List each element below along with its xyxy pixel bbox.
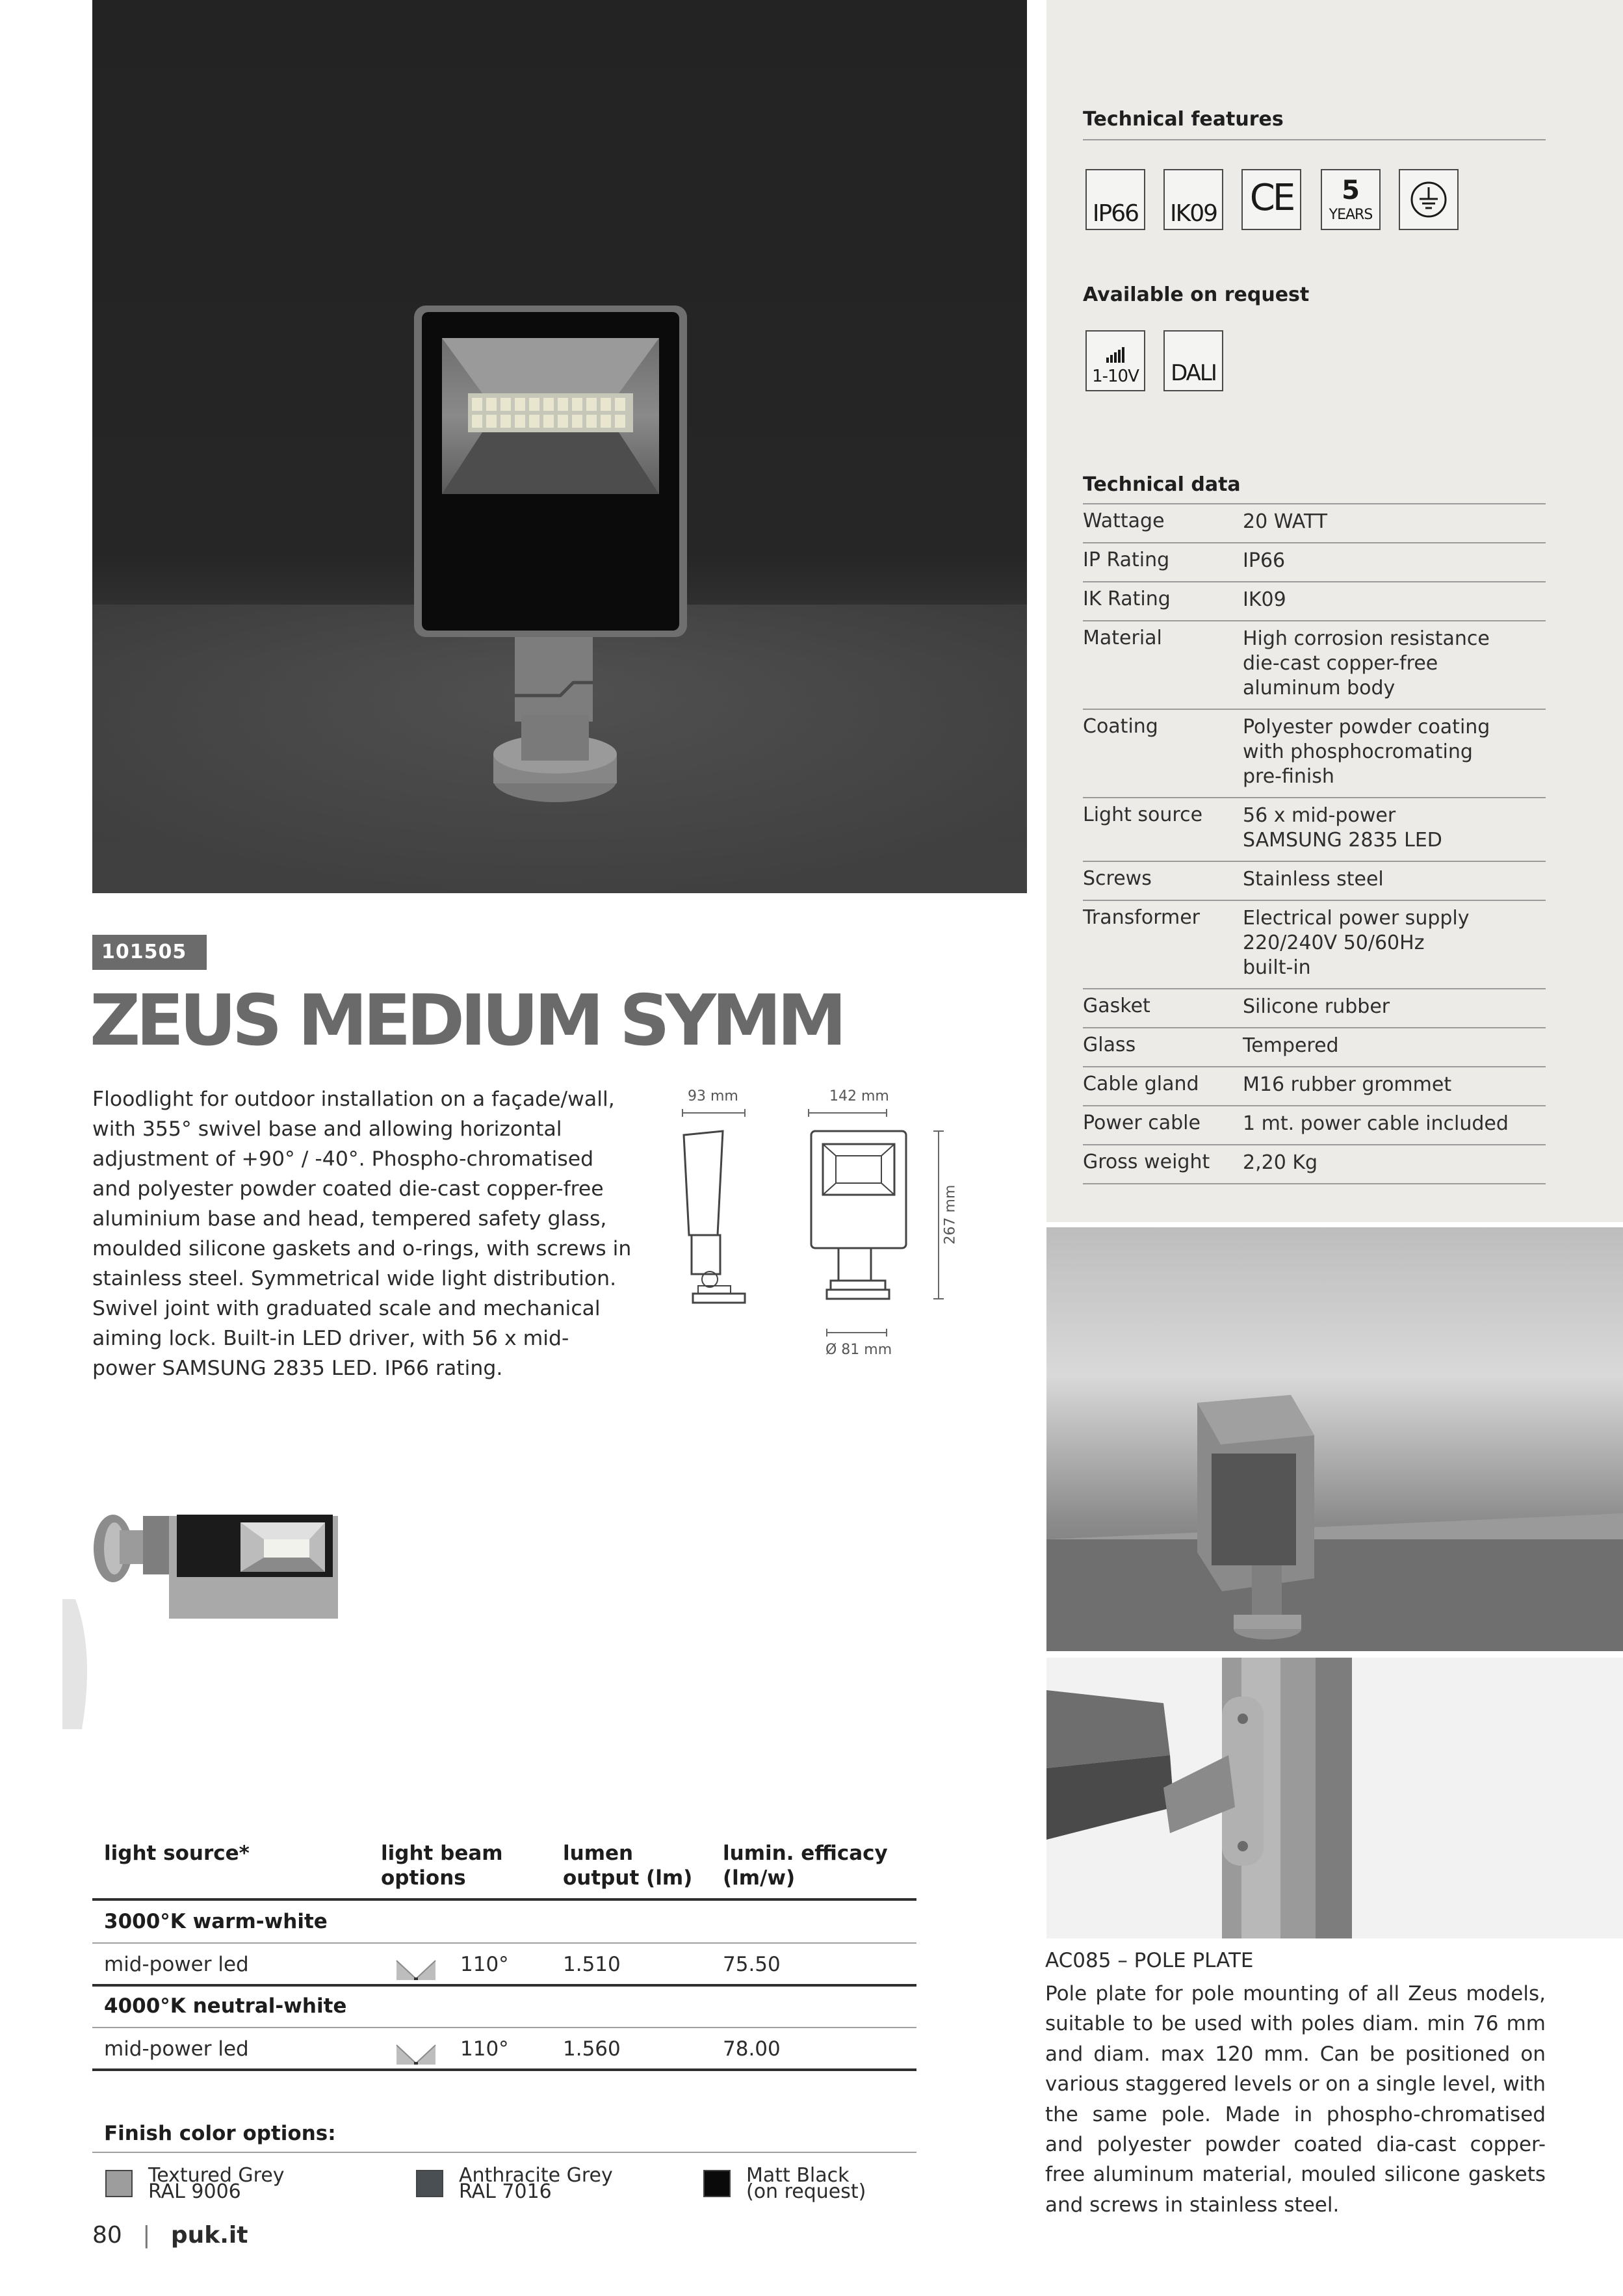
table-row-rule — [92, 1942, 916, 1944]
earth-ground-badge — [1399, 169, 1459, 230]
tech-row — [1083, 1028, 1546, 1067]
col-header-light-source: light source* — [104, 1842, 250, 1865]
tech-label: Gasket — [1083, 995, 1150, 1017]
finish-option-name: Anthracite Grey — [459, 2164, 613, 2187]
tech-value: Polyester powder coating with phosphocromating pre-finish — [1243, 716, 1490, 788]
tech-value: High corrosion resistance die-cast copper-free aluminum body — [1243, 627, 1490, 699]
floodlight-side-view — [62, 1495, 361, 1729]
tech-value: IK09 — [1243, 588, 1286, 611]
tech-row — [1083, 989, 1546, 1028]
product-description: Floodlight for outdoor installation on a façade/wall, with 355° swivel base and allowing horizontal adjustment of +90° / -40°. Phospho-chromatised and polyester powder coated die-cast copper-free aluminium base and head, tempered safety glass, moulded silicone gaskets and o-rings, with screws in stainless steel. Symmetrical wide light distribution. Swivel joint with graduated scale and mechanical aiming lock. Built-in LED driver, with 56 x mid-power SAMSUNG 2835 LED. IP66 rating. — [92, 1088, 632, 1380]
tech-label: Cable gland — [1083, 1073, 1199, 1095]
tech-row — [1083, 543, 1546, 582]
tech-label: IP Rating — [1083, 549, 1170, 571]
warranty-years-unit: YEARS — [1329, 207, 1373, 223]
tech-value: Stainless steel — [1243, 868, 1384, 891]
tech-row — [1083, 710, 1546, 798]
table-row-rule — [92, 1984, 916, 1987]
pole-plate-photo — [1046, 1658, 1623, 1938]
dimension-drawing — [650, 1079, 962, 1378]
finish-title: Finish color options: — [104, 2122, 336, 2145]
finish-rule — [92, 2152, 916, 2153]
hero-product-photo — [92, 0, 1027, 893]
dali-badge-text: DALI — [1171, 360, 1216, 386]
ce-mark-icon: CE — [1249, 177, 1293, 219]
finish-option-name: Matt Black — [746, 2164, 850, 2187]
signal-bars-icon — [1087, 335, 1144, 368]
col-header-efficacy — [723, 1841, 888, 1890]
dimension-base-diameter: Ø 81 mm — [825, 1342, 892, 1358]
product-code-badge: 101505 — [92, 935, 207, 970]
page-footer — [92, 2222, 248, 2249]
earth-ground-icon — [1400, 170, 1457, 229]
finish-option-name: Textured Grey — [148, 2164, 285, 2187]
col-header-lumen-output — [563, 1841, 692, 1890]
ik09-badge — [1163, 169, 1223, 230]
page-number: 80 — [92, 2222, 122, 2249]
tech-label: Coating — [1083, 715, 1158, 738]
dimension-width: 142 mm — [829, 1088, 889, 1104]
tech-value: Tempered — [1243, 1034, 1339, 1057]
finish-option-code: RAL 7016 — [459, 2180, 552, 2203]
swatch-matt-black — [703, 2170, 731, 2197]
finish-option-label — [746, 2164, 866, 2203]
group-title: 4000°K neutral-white — [104, 1994, 347, 2018]
pole-plate-illustration — [1046, 1658, 1623, 1938]
technical-features-title: Technical features — [1083, 108, 1284, 131]
tech-label: Wattage — [1083, 510, 1165, 532]
accessory-description: Pole plate for pole mounting of all Zeus models, suitable to be used with poles diam. min 76 mm and diam. max 120 mm. Can be positioned on various staggered levels or on a single level, with the same pole. Made in phospho-chromatised and polyester powder coated dia-cast copper-free aluminum material, mouled silicone gaskets and screws in stainless steel. — [1045, 1982, 1546, 2217]
col-header-efficacy-line2: (lm/w) — [723, 1866, 796, 1890]
group-title: 3000°K warm-white — [104, 1910, 328, 1933]
cell-light-source: mid-power led — [104, 2037, 249, 2061]
beam-angle-icon — [395, 2041, 437, 2067]
tech-label: Material — [1083, 627, 1162, 649]
tech-label: Light source — [1083, 803, 1203, 826]
site-link[interactable]: puk.it — [170, 2222, 248, 2249]
side-product-photo — [62, 1495, 361, 1729]
tech-value: IP66 — [1243, 549, 1286, 572]
tech-row — [1083, 1106, 1546, 1145]
dimension-drawing-lines — [650, 1079, 962, 1378]
col-header-light-beam-line1: light beam — [381, 1842, 503, 1865]
divider — [1083, 139, 1546, 140]
cell-efficacy: 78.00 — [723, 2037, 781, 2061]
warranty-years-number: 5 — [1342, 176, 1360, 205]
tech-row — [1083, 1067, 1546, 1106]
finish-option-code: RAL 9006 — [148, 2180, 241, 2203]
finish-option-code: (on request) — [746, 2180, 866, 2203]
tech-label: Gross weight — [1083, 1151, 1210, 1173]
cell-beam: 110° — [460, 2037, 509, 2061]
floodlight-illustration — [92, 0, 1027, 893]
table-header-rule — [92, 1898, 916, 1901]
tech-label: Glass — [1083, 1034, 1136, 1056]
tech-label: IK Rating — [1083, 588, 1171, 610]
cell-lumen: 1.510 — [563, 1953, 621, 1976]
ip66-badge-text: IP66 — [1092, 200, 1139, 227]
tech-label: Transformer — [1083, 906, 1201, 929]
table-row-rule — [92, 2027, 916, 2028]
col-header-lumen-line1: lumen — [563, 1842, 634, 1865]
ce-mark-badge — [1241, 169, 1301, 230]
cell-light-source: mid-power led — [104, 1953, 249, 1976]
tech-value: 1 mt. power cable included — [1243, 1112, 1509, 1135]
warranty-badge — [1321, 169, 1381, 230]
tech-value: 20 WATT — [1243, 510, 1328, 533]
available-on-request-title: Available on request — [1083, 283, 1310, 306]
tech-label: Screws — [1083, 867, 1152, 890]
cell-lumen: 1.560 — [563, 2037, 621, 2061]
beam-angle-icon — [395, 1957, 437, 1983]
col-header-light-beam — [381, 1841, 503, 1890]
tech-value: 56 x mid-power SAMSUNG 2835 LED — [1243, 804, 1442, 852]
wall-mounted-floodlight-illustration — [1046, 1227, 1623, 1651]
technical-data-title: Technical data — [1083, 473, 1241, 496]
col-header-light-beam-line2: options — [381, 1866, 466, 1890]
installation-photo — [1046, 1227, 1623, 1651]
accessory-code: AC085 – POLE PLATE — [1045, 1949, 1254, 1972]
tech-row — [1083, 504, 1546, 543]
dimension-height: 267 mm — [942, 1184, 959, 1245]
dimming-1-10v-badge — [1085, 330, 1145, 391]
tech-value: M16 rubber grommet — [1243, 1073, 1452, 1096]
col-header-lumen-line2: output (lm) — [563, 1866, 693, 1890]
footer-separator: | — [142, 2222, 151, 2249]
tech-row — [1083, 901, 1546, 989]
col-header-efficacy-line1: lumin. efficacy — [723, 1842, 888, 1865]
tech-row — [1083, 862, 1546, 901]
ip66-badge — [1085, 169, 1145, 230]
dimming-badge-text: 1-10V — [1092, 367, 1139, 386]
cell-beam: 110° — [460, 1953, 509, 1976]
ik09-badge-text: IK09 — [1169, 200, 1217, 227]
dali-badge — [1163, 330, 1223, 391]
tech-row — [1083, 582, 1546, 621]
cell-efficacy: 75.50 — [723, 1953, 781, 1976]
tech-row — [1083, 1145, 1546, 1184]
product-title: ZEUS MEDIUM SYMM — [90, 980, 842, 1062]
tech-value: 2,20 Kg — [1243, 1151, 1318, 1174]
tech-row — [1083, 621, 1546, 710]
tech-row — [1083, 798, 1546, 862]
tech-label: Power cable — [1083, 1112, 1201, 1134]
dimension-depth: 93 mm — [688, 1088, 738, 1104]
finish-option-label — [459, 2164, 613, 2203]
swatch-anthracite-grey — [416, 2170, 443, 2197]
tech-value: Silicone rubber — [1243, 995, 1390, 1018]
table-row-rule — [92, 2068, 916, 2071]
finish-option-label — [148, 2164, 285, 2203]
swatch-textured-grey — [105, 2170, 133, 2197]
tech-value: Electrical power supply 220/240V 50/60Hz built-in — [1243, 907, 1470, 979]
